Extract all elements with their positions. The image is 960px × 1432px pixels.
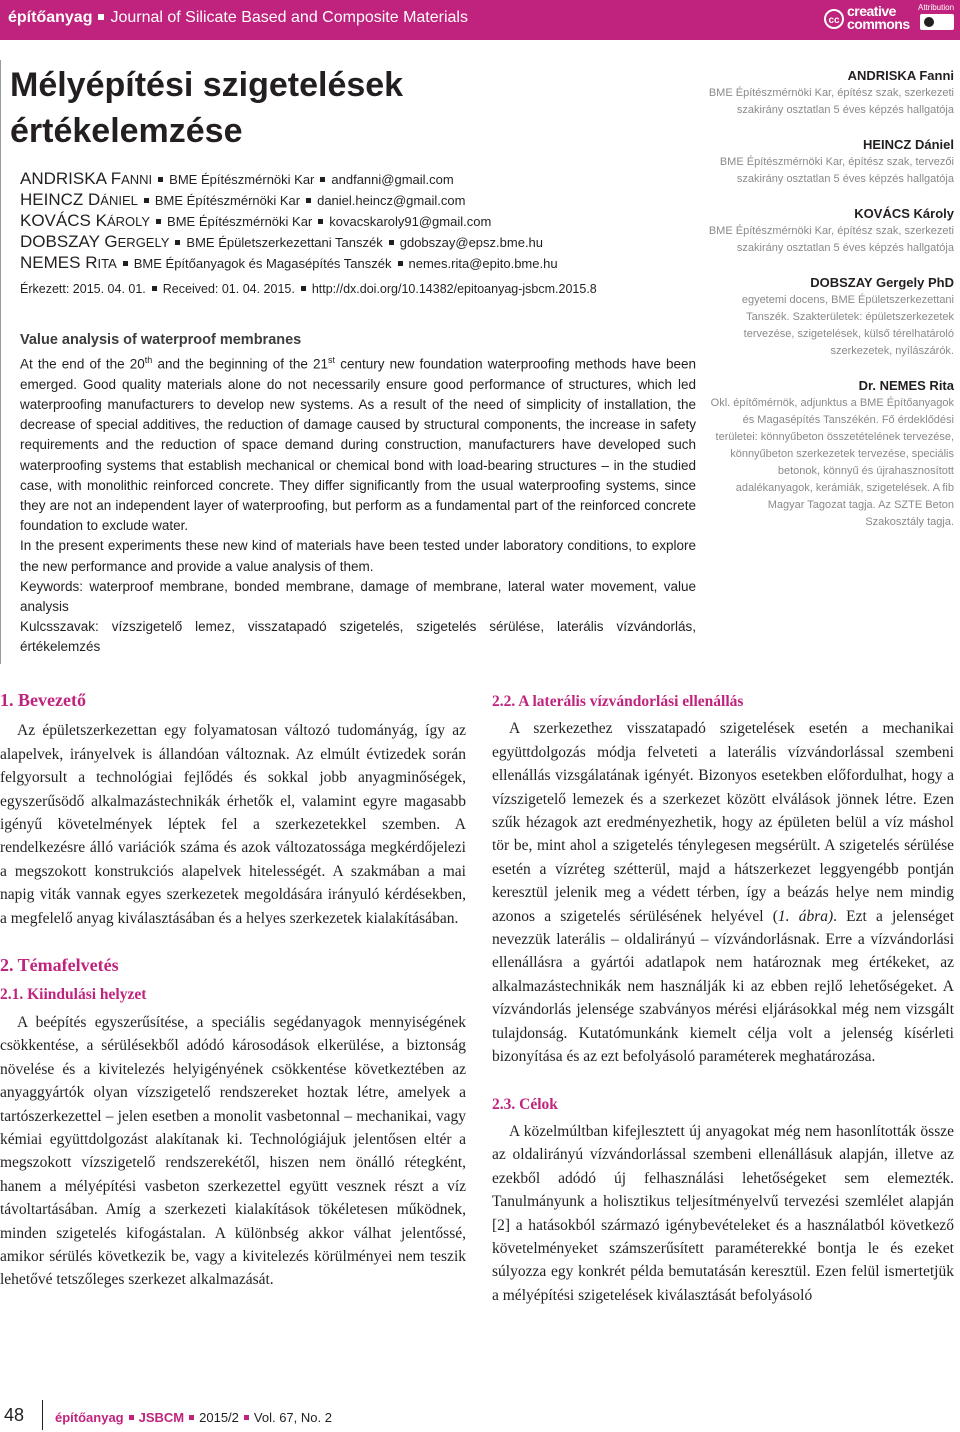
article-dates	[20, 279, 700, 300]
author-name: HEINCZ DÁNIEL	[20, 190, 138, 209]
body-paragraph: A beépítés egyszerűsítése, a speciális segédanyagok mennyiségének csökkentése, a sérülésekből adódó károsodások elkerülése, a biztonság növelése és a kivitelezés helyigényének csökkentése következtében az anyaggyártók olyan vízszigetelő rendszereket hoztak létre, amelyek a tartószerkezettel – jelen esetben a monolit vasbetonnal – mechanikai, vagy kémiai együttdolgozást alakítanak ki. Technológiájuk jelentősen eltér a megszokott vízszigetelő rendszerekétől, hiszen nem önálló rétegként, hanem a mélyépítési vasbeton szerkezettel együtt vesznek részt a víz távoltartásában. Amíg a szerkezeti kialakítások tökéletesen működnek, minden szigetelés kifogástalan. A különbség akkor válhat jelentőssé, amikor sérülés következik be, vagy a kivitelezés körülményei nem teszik lehetővé tetszőleges szerkezet alkalmazását.	[0, 1013, 466, 1289]
article-title-line2: értékelemzése	[10, 112, 243, 150]
footer-divider	[42, 1400, 43, 1430]
abstract	[20, 330, 696, 658]
author-line	[20, 189, 700, 210]
abstract-title: Value analysis of waterproof membranes	[20, 332, 302, 348]
journal-header-bar	[0, 0, 960, 40]
abstract-kulcsszavak: Kulcsszavak: vízszigetelő lemez, visszatapadó szigetelés, szigetelés sérülése, laterális vízvándorlás, értékelemzés	[20, 619, 696, 655]
subsection-heading-goals: 2.3. Célok	[492, 1095, 558, 1113]
author-name: ANDRISKA FANNI	[20, 169, 153, 188]
cc-license-type: Attribution	[918, 3, 955, 12]
figure-reference[interactable]: 1. ábra)	[777, 907, 834, 925]
section-heading-introduction: 1. Bevezető	[0, 690, 86, 710]
author-affiliation: BME Építészmérnöki Kar	[169, 172, 315, 187]
received-date-en: Received: 01. 04. 2015.	[162, 282, 295, 296]
bio-name: Dr. NEMES Rita	[858, 378, 954, 393]
cc-brand: creative commons	[847, 3, 910, 32]
cc-attribution-icon	[920, 14, 954, 30]
author-affiliation: BME Épületszerkezettani Tanszék	[186, 235, 383, 250]
author-affiliation: BME Építészmérnöki Kar	[167, 214, 313, 229]
author-name: KOVÁCS KÁROLY	[20, 211, 151, 230]
body-paragraph: A szerkezethez visszatapadó szigetelések esetén a mechanikai együttdolgozás módja felveteti a laterális vízvándorlással szembeni ellenállás vizsgálatának igényét. Bizonyos esetekben előfordulhat, hogy a vízszigetelő lemezek és a szerkezet között elválások jönnek létre. Ezen szűk hézagok azt eredményezhetik, hogy az épületen belül a víz máshol tör be, mint ahol a szigetelés ténylegesen megsérült. A szigetelés sérülése esetén a vízréteg szétterül, majd a hátszerkezet leggyengébb pontján keresztül jelenik meg a védett térben, így a beázás helye nem mindig azonos a szigetelés sérülésének helyével (1. ábra). Ezt a jelenséget nevezzük laterális – oldalirányú – vízvándorlásnak. Erre a vízvándorlási ellenállásra a gyártói adatlapok nem határoznak meg értékeket, az alkalmazástechnikák nem használják ki az ebben rejlő lehetőségeket. A vízvándorlás jelensége szabványos mérési eljárásokkal még nem vizsgált tulajdonság. Kutatómunkánk kiemelt célja volt a jelenség kísérleti bizonyítása és az ezt befolyásoló paraméterek meghatározása.	[492, 720, 954, 1066]
doi-link[interactable]: http://dx.doi.org/10.14382/epitoanyag-jsbcm.2015.8	[311, 282, 597, 296]
author-line	[20, 252, 700, 273]
bio-name: DOBSZAY Gergely PhD	[810, 275, 954, 290]
separator-square	[98, 14, 104, 20]
footer-magazine: építőanyag	[55, 1410, 124, 1425]
footer-journal-info	[55, 1410, 332, 1425]
article-title-line1: Mélyépítési szigetelések	[10, 66, 404, 104]
footer-issue: 2015/2	[199, 1410, 239, 1425]
author-email[interactable]: nemes.rita@epito.bme.hu	[408, 256, 558, 271]
bio-description: Okl. építőmérnök, adjunktus a BME Építőanyagok és Magasépítés Tanszékén. Fő érdeklődési területei: könnyűbeton összetételének tervezése, könnyűbeton szerkezetek tervezése, speciális betonok, könnyű és újrahasznosított adalékanyagok, kerámiák, szigetelések. A fib Magyar Tagozat tagja. Az SZTE Beton Szakosztály tagja.	[710, 397, 954, 528]
abstract-paragraph: At the end of the 20th and the beginning of the 21st century new foundation waterproofing methods have been emerged. Good quality materials alone do not necessarily ensure good performance of structures, which led waterproofing manufacturers to develop new systems. As a result of the need of simplicity of installation, the decrease of special additives, the reduction of damage caused by structural components, the increase in safety requirements and the reduction of space demand during construction, manufacturers have developed such waterproofing systems that establish mechanical or chemical bond with load-bearing structures – in the studied case, with monolithic reinforced concrete. They differ significantly from the usual waterproofing systems, since they are not an independent layer of waterproofing, but perform as a fundamental part of the reinforced concrete foundation to exclude water.	[20, 355, 697, 534]
author-bio	[708, 377, 954, 531]
footer-volume: Vol. 67, No. 2	[253, 1410, 332, 1425]
author-line	[20, 231, 700, 252]
author-bio	[708, 67, 954, 119]
subsection-heading-lateral-resistance: 2.2. A laterális vízvándorlási ellenállás	[492, 693, 744, 710]
abstract-keywords: Keywords: waterproof membrane, bonded membrane, damage of membrane, lateral water movement, value analysis	[20, 578, 696, 614]
body-paragraph: Az épületszerkezettan egy folyamatosan változó tudományág, így az alapelvek, irányelvek is állandóan változnak. Az elmúlt évtizedek során felgyorsult a technológiai fejlődés és sokkal jobb anyagminőségek, egyszerűsödő alkalmazástechnikák érhetők el, valamint egyre magasabb igényű követelmények léptek fel a szerkezetekkel szemben. A rendelkezésre álló variációk száma és azok változatossága megkérdőjelezi a megszokott konstrukciós alapelvek hitelességét. A szakmában a mai napig viták vannak egyes szerkezetek megoldására irányuló kérdésekben, a megfelelő anyag kiválasztásában és a helyes szerkezetek kialakításában.	[0, 722, 466, 927]
author-email[interactable]: kovacskaroly91@gmail.com	[329, 214, 492, 229]
bio-name: KOVÁCS Károly	[854, 206, 954, 221]
body-column-left	[0, 689, 466, 1292]
journal-header-title	[8, 9, 468, 27]
author-email[interactable]: gdobszay@epsz.bme.hu	[399, 235, 544, 250]
bio-name: HEINCZ Dániel	[862, 137, 954, 152]
magazine-name: építőanyag	[8, 9, 93, 26]
body-paragraph: A közelmúltban kifejlesztett új anyagokat még nem hasonlították össze az oldalirányú vízvándorlással szembeni ellenállásuk alapján, illetve az ezekből adódó új felhasználási lehetőségeket sem elemezték. Tanulmányunk a holisztikus teljesítményelvű tervezési szemlélet alapján [2] a hatásokból származó igénybevételeket és a használatból következő követelményeket számszerűsített paraméterekké bontja le és ezeket súlyozza egy konkrét példa bemutatásán keresztül. Ezen felül ismertetjük a mélyépítési szigetelések kiválasztását befolyásoló	[492, 1122, 954, 1304]
author-affiliation: BME Építészmérnöki Kar	[154, 193, 301, 208]
body-column-right	[492, 690, 954, 1307]
author-email[interactable]: daniel.heincz@gmail.com	[317, 193, 466, 208]
author-bio	[708, 274, 954, 360]
page-number: 48	[4, 1405, 25, 1425]
cc-logo-icon: cc	[824, 9, 844, 29]
author-line	[20, 168, 700, 189]
author-bio	[708, 136, 954, 188]
article-title	[10, 62, 403, 154]
subsection-heading-initial-situation: 2.1. Kiindulási helyzet	[0, 986, 147, 1004]
bio-description: BME Építészmérnöki Kar, építész szak, szerkezeti szakirány osztatlan 5 éves képzés hallgatója	[708, 225, 954, 254]
left-margin-rule	[0, 60, 1, 664]
bio-description: BME Építészmérnöki Kar, építész szak, tervezői szakirány osztatlan 5 éves képzés hallgatója	[719, 156, 954, 185]
bio-description: BME Építészmérnöki Kar, építész szak, szerkezeti szakirány osztatlan 5 éves képzés hallgatója	[708, 87, 954, 116]
author-bio	[708, 205, 954, 257]
author-name: DOBSZAY GERGELY	[20, 232, 170, 251]
author-list	[20, 168, 700, 300]
author-name: NEMES RITA	[20, 253, 117, 272]
received-date-hu: Érkezett: 2015. 04. 01.	[20, 282, 146, 296]
creative-commons-badge	[824, 3, 956, 37]
author-email[interactable]: andfanni@gmail.com	[331, 172, 454, 187]
footer-abbr: JSBCM	[138, 1410, 185, 1425]
section-heading-topic: 2. Témafelvetés	[0, 955, 119, 976]
bio-description: egyetemi docens, BME Épületszerkezettani Tanszék. Szakterületek: épületszerkezetek tervezése, szigetelések, külső térelhatároló szerkezetek, nyílászárók.	[741, 294, 954, 357]
author-line	[20, 210, 700, 231]
journal-name: Journal of Silicate Based and Composite Materials	[110, 9, 468, 26]
abstract-paragraph: In the present experiments these new kind of materials have been tested under laboratory conditions, to explore the new performance and provide a value analysis of them.	[20, 538, 696, 574]
bio-name: ANDRISKA Fanni	[847, 68, 954, 83]
author-affiliation: BME Építőanyagok és Magasépítés Tanszék	[133, 256, 392, 271]
author-bios-sidebar	[708, 67, 954, 548]
